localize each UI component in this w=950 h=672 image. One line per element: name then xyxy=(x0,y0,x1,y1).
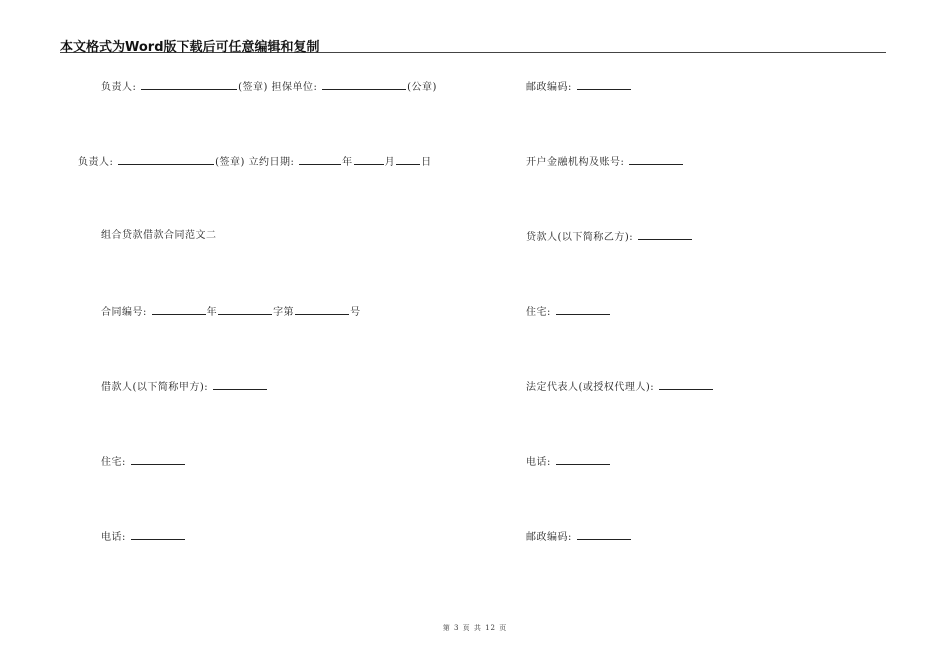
header-title: 本文格式为Word版下载后可任意编辑和复制 xyxy=(60,40,320,55)
page-header xyxy=(60,34,886,53)
left-line-borrower: 借款人(以下简称甲方): xyxy=(101,379,268,395)
left-line-guarantor-signature: 负责人: (签章) 担保单位: (公章) xyxy=(101,79,437,95)
blank-field xyxy=(659,379,713,390)
blank-field xyxy=(556,304,610,315)
blank-field xyxy=(396,154,420,165)
right-line-phone: 电话: xyxy=(526,454,611,470)
left-line-phone: 电话: xyxy=(101,529,186,545)
blank-field xyxy=(131,454,185,465)
blank-field xyxy=(295,304,349,315)
blank-field xyxy=(152,304,206,315)
right-line-lender: 贷款人(以下简称乙方): xyxy=(526,229,693,245)
blank-field xyxy=(577,529,631,540)
blank-field xyxy=(299,154,341,165)
page-number: 第 3 页 共 12 页 xyxy=(442,624,508,632)
blank-field xyxy=(141,79,237,90)
blank-field xyxy=(629,154,683,165)
blank-field xyxy=(118,154,214,165)
right-line-postal-code: 邮政编码: xyxy=(526,79,632,95)
blank-field xyxy=(218,304,272,315)
right-line-postal-code-2: 邮政编码: xyxy=(526,529,632,545)
left-line-contract-title: 组合贷款借款合同范文二 xyxy=(101,230,217,241)
blank-field xyxy=(577,79,631,90)
right-line-residence: 住宅: xyxy=(526,304,611,320)
right-line-legal-representative: 法定代表人(或授权代理人): xyxy=(526,379,714,395)
blank-field xyxy=(556,454,610,465)
blank-field xyxy=(638,229,692,240)
left-line-contract-number: 合同编号: 年 字第 号 xyxy=(101,304,361,320)
blank-field xyxy=(354,154,384,165)
blank-field xyxy=(322,79,406,90)
right-line-bank-account: 开户金融机构及账号: xyxy=(526,154,684,170)
blank-field xyxy=(131,529,185,540)
blank-field xyxy=(213,379,267,390)
left-line-residence: 住宅: xyxy=(101,454,186,470)
left-line-contract-date: 负责人: (签章) 立约日期: 年 月 日 xyxy=(78,154,432,170)
